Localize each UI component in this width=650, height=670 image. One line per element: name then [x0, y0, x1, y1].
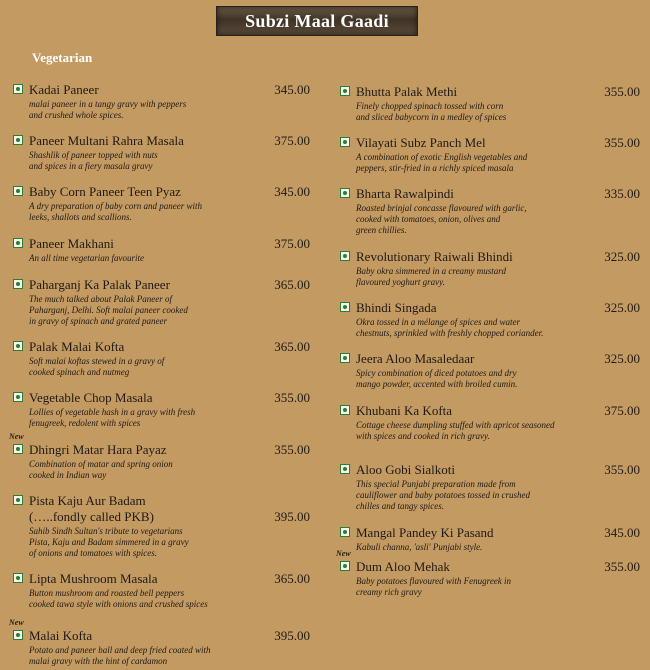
- item-name: Palak Malai Kofta: [29, 339, 125, 354]
- item-price: 365.00: [274, 571, 310, 586]
- item-price: 375.00: [274, 236, 310, 251]
- item-name: Jeera Aloo Masaledaar: [356, 351, 475, 366]
- veg-icon: [340, 302, 350, 312]
- item-name: Baby Corn Paneer Teen Pyaz: [29, 184, 181, 199]
- item-description: Combination of matar and spring onion cooked in Indian way: [29, 459, 173, 480]
- item-name: Dum Aloo Mehak: [356, 559, 450, 574]
- item-description: An all time vegetarian favourite: [29, 253, 144, 263]
- veg-icon: [340, 405, 350, 415]
- item-price: 365.00: [274, 277, 310, 292]
- item-name: Paneer Makhani: [29, 236, 114, 251]
- item-description: Potato and paneer ball and deep fried coated with malai gravy with the hint of cardamon: [29, 645, 211, 666]
- item-description: Finely chopped spinach tossed with corn and sliced babycorn in a medley of spices: [356, 101, 507, 122]
- item-price: 345.00: [604, 525, 640, 540]
- item-name: Pista Kaju Aur Badam (…..fondly called PKB): [29, 493, 154, 524]
- item-price: 345.00: [274, 82, 310, 97]
- new-badge: New: [336, 549, 351, 558]
- item-price: 325.00: [604, 300, 640, 315]
- item-description: Sahib Sindh Sultan's tribute to vegetarians Pista, Kaju and Badam simmered in a gravy of onions and tomatoes with spices.: [29, 526, 189, 558]
- item-name: Bhutta Palak Methi: [356, 84, 458, 99]
- item-name: Paharganj Ka Palak Paneer: [29, 277, 170, 292]
- veg-icon: [340, 251, 350, 261]
- item-price: 355.00: [274, 442, 310, 457]
- item-price: 335.00: [604, 186, 640, 201]
- veg-icon: [340, 86, 350, 96]
- item-price: 355.00: [604, 559, 640, 574]
- new-badge: New: [9, 432, 24, 441]
- new-badge: New: [9, 618, 24, 627]
- item-price: 365.00: [274, 339, 310, 354]
- item-description: Button mushroom and roasted bell peppers cooked tawa style with onions and crushed spices: [29, 588, 208, 609]
- item-name: Dhingri Matar Hara Payaz: [29, 442, 167, 457]
- item-name: Kadai Paneer: [29, 82, 99, 97]
- item-name: Vegetable Chop Masala: [29, 390, 153, 405]
- item-description: Shashlik of paneer topped with nuts and spices in a fiery masala gravy: [29, 150, 158, 171]
- item-name: Bhindi Singada: [356, 300, 437, 315]
- item-price: 355.00: [274, 390, 310, 405]
- item-description: Soft malai koftas stewed in a gravy of cooked spinach and nutmeg: [29, 356, 165, 377]
- item-description: This special Punjabi preparation made from cauliflower and baby potatoes tossed in crushed chilles and tangy spices.: [356, 479, 530, 511]
- item-price: 375.00: [604, 403, 640, 418]
- item-price: 395.00: [274, 628, 310, 643]
- item-description: malai paneer in a tangy gravy with peppers and crushed whole spices.: [29, 99, 187, 120]
- item-description: Kabuli channa, 'asli' Punjabi style.: [356, 542, 483, 552]
- item-name: Mangal Pandey Ki Pasand: [356, 525, 494, 540]
- item-description: A dry preparation of baby corn and paneer with leeks, shallots and scallions.: [29, 201, 202, 222]
- veg-icon: [340, 464, 350, 474]
- item-name: Revolutionary Raiwali Bhindi: [356, 249, 513, 264]
- page-title: Subzi Maal Gaadi: [245, 10, 389, 31]
- item-name: Aloo Gobi Sialkoti: [356, 462, 455, 477]
- item-name: Bharta Rawalpindi: [356, 186, 454, 201]
- item-price: 355.00: [604, 462, 640, 477]
- item-price: 345.00: [274, 184, 310, 199]
- item-name: Paneer Multani Rahra Masala: [29, 133, 184, 148]
- item-price: 355.00: [604, 135, 640, 150]
- veg-icon: [340, 188, 350, 198]
- veg-icon: [340, 561, 350, 571]
- item-name: Vilayati Subz Panch Mel: [356, 135, 486, 150]
- item-description: Cottage cheese dumpling stuffed with apricot seasoned with spices and cooked in rich gravy.: [356, 420, 555, 441]
- item-description: Spicy combination of diced potatoes and dry mango powder, accented with broiled cumin.: [356, 368, 518, 389]
- item-price: 355.00: [604, 84, 640, 99]
- item-description: Baby potatoes flavoured with Fenugreek in creamy rich gravy: [356, 576, 512, 597]
- section-heading: Vegetarian: [32, 50, 93, 65]
- item-description: Okra tossed in a mélange of spices and water chestnuts, sprinkled with freshly chopped coriander.: [356, 317, 544, 338]
- item-price: 325.00: [604, 351, 640, 366]
- item-description: A combination of exotic English vegetables and peppers, stir-fried in a richly spiced masala: [356, 152, 528, 173]
- item-description: The much talked about Palak Paneer of Paharganj, Delhi. Soft malai paneer cooked in gravy of spinach and grated paneer: [29, 294, 188, 326]
- item-price: 375.00: [274, 133, 310, 148]
- veg-icon: [340, 527, 350, 537]
- veg-icon: [340, 137, 350, 147]
- item-price: 325.00: [604, 249, 640, 264]
- item-name: Lipta Mushroom Masala: [29, 571, 158, 586]
- veg-icon: [340, 353, 350, 363]
- item-description: Lollies of vegetable hash in a gravy with fresh fenugreek, redolent with spices: [29, 407, 196, 428]
- item-description: Baby okra simmered in a creamy mustard flavoured yoghurt gravy.: [356, 266, 506, 287]
- item-name: Khubani Ka Kofta: [356, 403, 453, 418]
- item-description: Roasted brinjal concasse flavoured with garlic, cooked with tomatoes, onion, olives and green chillies.: [356, 203, 527, 235]
- item-name: Malai Kofta: [29, 628, 93, 643]
- item-price: 395.00: [274, 509, 310, 524]
